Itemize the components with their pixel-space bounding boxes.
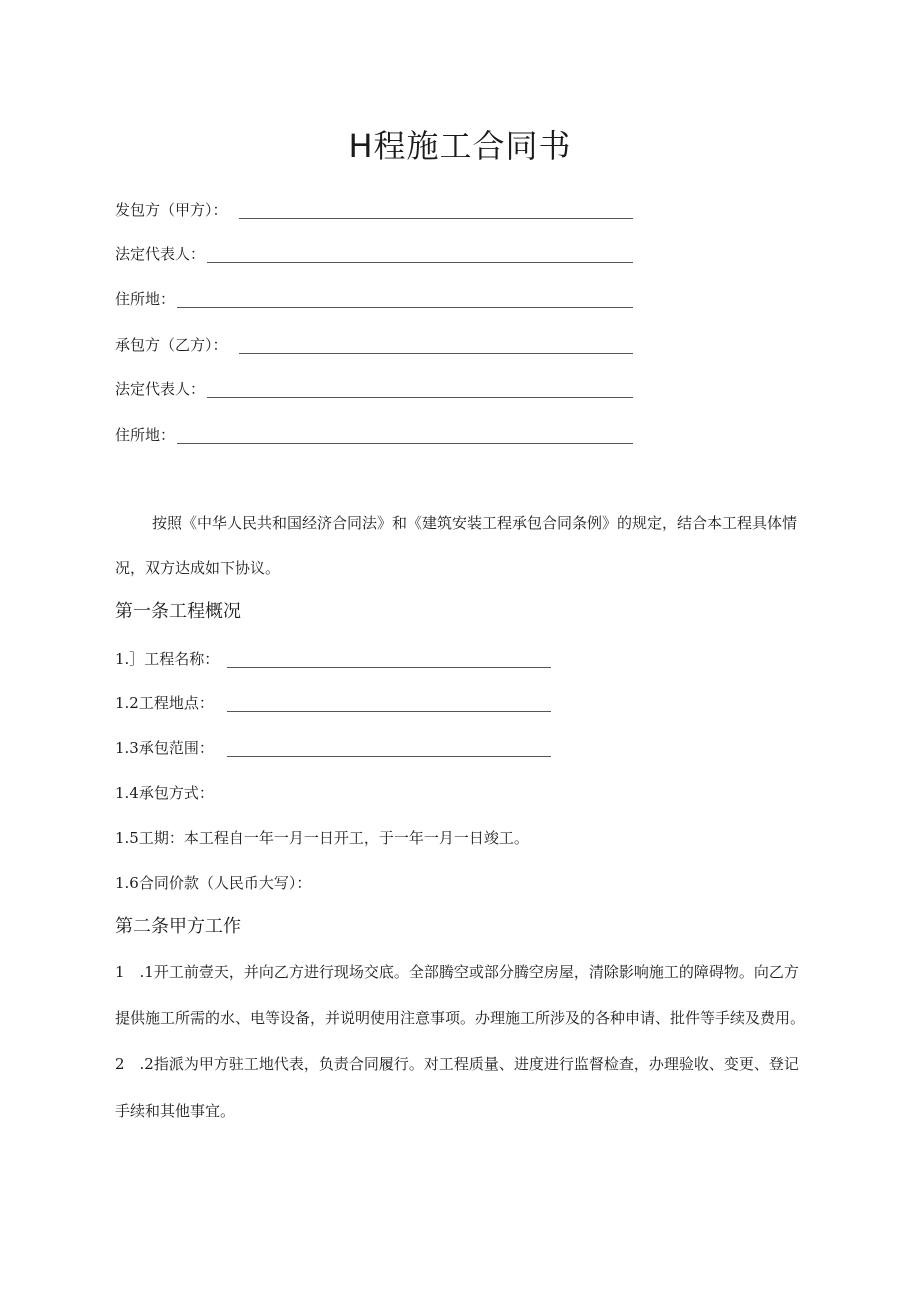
article-2-clause-2-line-2: 手续和其他事宜。 bbox=[115, 1102, 236, 1120]
party-b-rep-field bbox=[115, 377, 635, 401]
party-b-blank-line[interactable] bbox=[239, 353, 633, 354]
article-2-heading: 第二条甲方工作 bbox=[115, 916, 241, 937]
article-2-clause-2-line-1: 2 .2指派为甲方驻工地代表，负责合同履行。对工程质量、进度进行监督检查，办理验收、变更、登记 bbox=[115, 1055, 799, 1073]
project-location-blank-line[interactable] bbox=[227, 711, 551, 712]
project-name-label: 1.］工程名称： bbox=[115, 650, 220, 668]
construction-period-item: 1.5工期：本工程自一年一月一日开工，于一年一月一日竣工。 bbox=[115, 829, 529, 847]
intro-line-1: 按照《中华人民共和国经济合同法》和《建筑安装工程承包合同条例》的规定，结合本工程具体情 bbox=[152, 514, 798, 532]
party-a-rep-field bbox=[115, 242, 635, 266]
contract-method-item: 1.4承包方式： bbox=[115, 784, 214, 802]
party-a-label: 发包方（甲方）： bbox=[115, 201, 228, 219]
contract-scope-field bbox=[115, 736, 555, 760]
project-location-field bbox=[115, 691, 555, 715]
party-b-address-blank-line[interactable] bbox=[177, 443, 633, 444]
party-a-blank-line[interactable] bbox=[239, 218, 633, 219]
party-b-label: 承包方（乙方）： bbox=[115, 336, 228, 354]
party-b-rep-label: 法定代表人： bbox=[115, 380, 206, 398]
project-name-blank-line[interactable] bbox=[227, 667, 551, 668]
project-name-field bbox=[115, 647, 555, 671]
party-a-rep-blank-line[interactable] bbox=[207, 262, 633, 263]
article-1-heading: 第一条工程概况 bbox=[115, 601, 241, 622]
party-a-address-field bbox=[115, 287, 635, 311]
party-a-address-label: 住所地： bbox=[115, 290, 176, 308]
party-b-rep-blank-line[interactable] bbox=[207, 397, 633, 398]
party-b-field bbox=[115, 333, 635, 357]
party-a-address-blank-line[interactable] bbox=[177, 307, 633, 308]
contract-scope-blank-line[interactable] bbox=[227, 756, 551, 757]
article-2-clause-1-line-1: 1 .1开工前壹天，并向乙方进行现场交底。全部腾空或部分腾空房屋，清除影响施工的障碍物。向乙方 bbox=[115, 963, 799, 981]
party-b-address-label: 住所地： bbox=[115, 426, 176, 444]
intro-line-2: 况，双方达成如下协议。 bbox=[115, 559, 281, 577]
project-location-label: 1.2工程地点： bbox=[115, 694, 214, 712]
party-b-address-field bbox=[115, 423, 635, 447]
contract-scope-label: 1.3承包范围： bbox=[115, 739, 214, 757]
article-2-clause-1-line-2: 提供施工所需的水、电等设备，并说明使用注意事项。办理施工所涉及的各种申请、批件等手续及费用。 bbox=[115, 1009, 806, 1027]
party-a-field bbox=[115, 198, 635, 222]
party-a-rep-label: 法定代表人： bbox=[115, 245, 206, 263]
document-title: H程施工合同书 bbox=[348, 127, 572, 165]
contract-price-item: 1.6合同价款（人民币大写）： bbox=[115, 874, 312, 892]
